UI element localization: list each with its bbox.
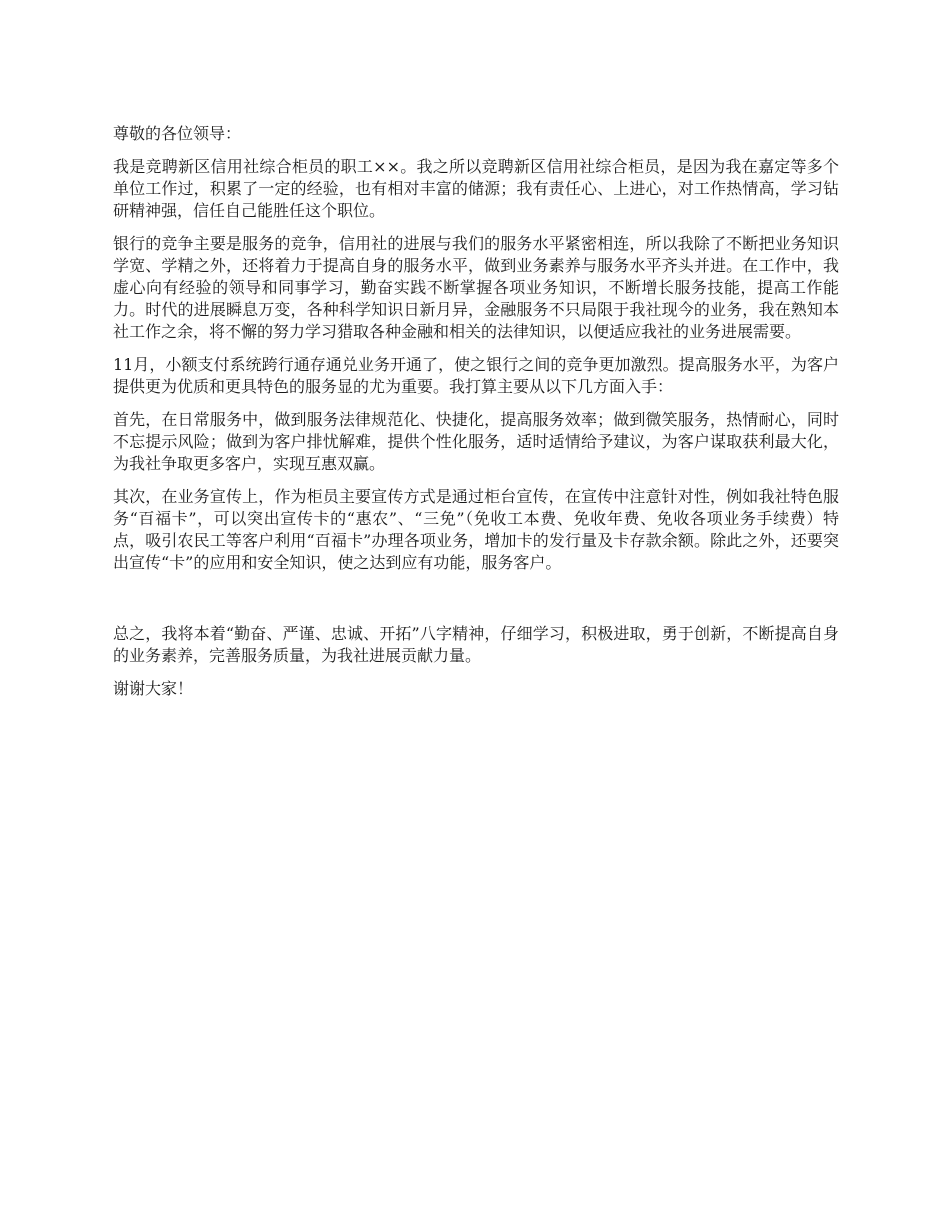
paragraph-intro: 我是竞聘新区信用社综合柜员的职工××。我之所以竞聘新区信用社综合柜员，是因为我在嘉定等多个单位工作过，积累了一定的经验，也有相对丰富的储源；我有责任心、上进心，对工作热情高，学习钻研精神强，信任自己能胜任这个职位。 [113,157,839,220]
salutation: 尊敬的各位领导： [113,124,242,143]
paragraph-conclusion: 总之，我将本着“勤奋、严谨、忠诚、开拓”八字精神，仔细学习，积极进取，勇于创新，不断提高自身的业务素养，完善服务质量，为我社进展贡献力量。 [113,624,839,665]
blank-gap [113,585,839,623]
paragraph-second: 其次，在业务宣传上，作为柜员主要宣传方式是通过柜台宣传，在宣传中注意针对性，例如我社特色服务“百福卡”，可以突出宣传卡的“惠农”、“三免”（免收工本费、免收年费、免收各项业务手续费）特点，吸引农民工等客户利用“百福卡”办理各项业务，增加卡的发行量及卡存款余额。除此之外，还要突出宣传“卡”的应用和安全知识，使之达到应有功能，服务客户。 [113,487,839,572]
closing-thanks: 谢谢大家！ [113,679,194,698]
document-body [113,123,839,711]
paragraph-first: 首先，在日常服务中，做到服务法律规范化、快捷化，提高服务效率；做到微笑服务，热情耐心，同时不忘提示风险；做到为客户排忧解难，提供个性化服务，适时适情给予建议，为客户谋取获利最大化，为我社争取更多客户，实现互惠双赢。 [113,410,839,473]
paragraph-payment-system: 11月，小额支付系统跨行通存通兑业务开通了，使之银行之间的竞争更加激烈。提高服务水平，为客户提供更为优质和更具特色的服务显的尤为重要。我打算主要从以下几方面入手： [113,355,839,396]
paragraph-competition: 银行的竞争主要是服务的竞争，信用社的进展与我们的服务水平紧密相连，所以我除了不断把业务知识学宽、学精之外，还将着力于提高自身的服务水平，做到业务素养与服务水平齐头并进。在工作中，我虚心向有经验的领导和同事学习，勤奋实践不断掌握各项业务知识，不断增长服务技能，提高工作能力。时代的进展瞬息万变，各种科学知识日新月异，金融服务不只局限于我社现今的业务，我在熟知本社工作之余，将不懈的努力学习猎取各种金融和相关的法律知识，以便适应我社的业务进展需要。 [113,234,839,341]
